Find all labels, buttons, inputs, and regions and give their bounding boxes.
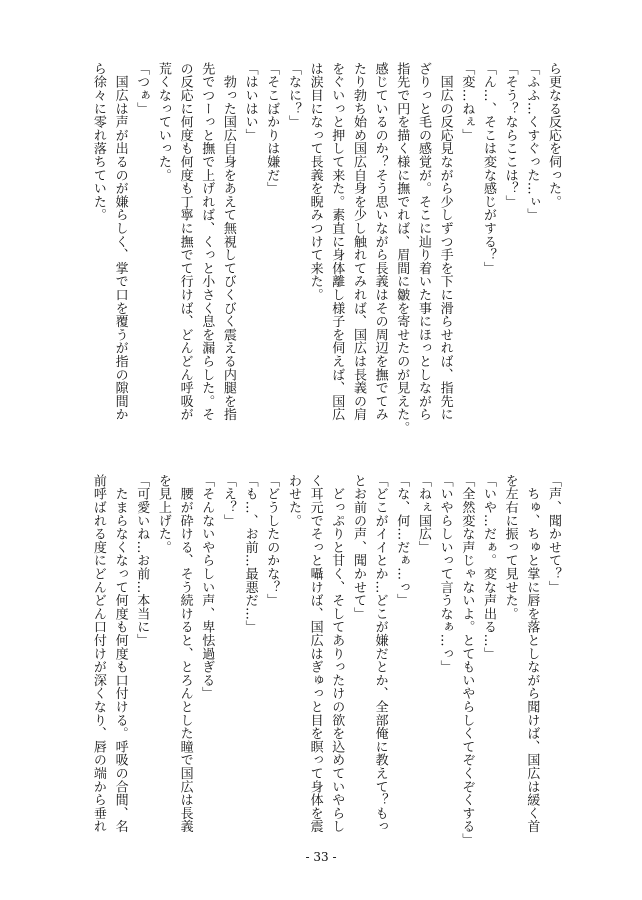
bottom-text-column: 「全然変な声じゃないよ。とてもいやらしくてぞくぞくする」 (459, 474, 475, 847)
top-text-column: の反応に何度も何度も丁寧に撫でて行けば、どんどん呼吸が (177, 62, 193, 422)
top-text-column: 「ふふ…くすぐった…ぃ」 (524, 62, 540, 222)
top-text-column: 「そう？ならここは？」 (502, 62, 518, 209)
bottom-text-column: 「え？」 (220, 474, 236, 528)
top-text-column: ざりっと毛の感覚が。そこに辿り着いた事にほっとしながら (415, 62, 431, 422)
top-text-column: 荒くなっていった。 (155, 62, 171, 182)
bottom-text-column: わせた。 (285, 474, 301, 528)
page-number: - 33 - (305, 850, 337, 864)
bottom-text-column: どっぷりと甘く、そしてありったけの欲を込めていやらし (329, 474, 345, 834)
top-text-column: 「はいはい」 (242, 62, 258, 142)
top-text-column: 「変…ねぇ」 (459, 62, 475, 142)
bottom-text-column: 「可愛いね…お前…本当に」 (134, 474, 150, 647)
top-text-column: 感じているのか？そう思いながら長義はその周辺を撫でてみ (372, 62, 388, 422)
bottom-text-column: 「いや…だぁ。変な声出る…」 (480, 474, 496, 661)
top-text-column: 国広は声が出るのが嫌らしく、掌で口を覆うが指の隙間か (112, 62, 128, 422)
top-text-column: 先でつーっと撫で上げれば、くっと小さく息を漏らした。そ (199, 62, 215, 422)
top-text-column: 「ん…、そこは変な感じがする？」 (480, 62, 496, 275)
bottom-text-column: 「な、何…だぁ…っ」 (394, 474, 410, 607)
top-text-column: をぐいっと押して来た。素直に身体離し様子を伺えば、国広 (329, 62, 345, 422)
top-text-column: ら徐々に零れ落ちていた。 (90, 62, 106, 222)
bottom-text-column: 腰が砕ける、そう続けると、とろんとした瞳で国広は長義 (177, 474, 193, 834)
top-text-column: 「そこばかりは嫌だ」 (264, 62, 280, 195)
bottom-text-column: 「も…、お前…最悪だ…」 (242, 474, 258, 634)
bottom-text-column: とお前の声、聞かせて」 (350, 474, 366, 621)
top-text-column: 指先で円を描く様に撫でれば、眉間に皺を寄せたのが見えた。 (394, 62, 410, 435)
top-text-block (87, 62, 564, 436)
top-text-column: 勃った国広自身をあえて無視してびくびく震える内腿を指 (220, 62, 236, 422)
bottom-text-column: 「どこがイイとか…どこが嫌だとか、全部俺に教えて？もっ (372, 474, 388, 834)
bottom-text-column: 「どうしたのかな？」 (264, 474, 280, 607)
bottom-text-column: を左右に振って見せた。 (502, 474, 518, 621)
top-text-column: 国広の反応見ながら少しずつ手を下に滑らせれば、指先に (437, 62, 453, 422)
bottom-text-block (87, 474, 564, 848)
bottom-text-column: く耳元でそっと囁けば、国広はぎゅっと目を瞑って身体を震 (307, 474, 323, 834)
bottom-text-column: を見上げた。 (155, 474, 171, 554)
top-text-column: 「つぁ」 (134, 62, 150, 116)
top-text-column: は涙目になって長義を睨みつけて来た。 (307, 62, 323, 302)
bottom-text-column: 「そんないやらしい声、卑怯過ぎる」 (199, 474, 215, 701)
top-text-column: たり勃ち始め国広自身を少し触れてみれば、国広は長義の肩 (350, 62, 366, 422)
bottom-text-column: 前呼ばれる度にどんどん口付けが深くなり、唇の端から垂れ (90, 474, 106, 834)
bottom-text-column: 「いやらしいって言うなぁ…っ」 (437, 474, 453, 674)
bottom-text-column: 「声、聞かせて？」 (546, 474, 561, 594)
bottom-text-column: 「ねぇ国広」 (415, 474, 431, 554)
bottom-text-column: ちゅ、ちゅと掌に唇を落としながら聞けば、国広は緩く首 (524, 474, 540, 834)
top-text-column: ら更なる反応を伺った。 (546, 62, 561, 209)
bottom-text-column: たまらなくなって何度も何度も口付ける。呼吸の合間、名 (112, 474, 128, 834)
top-text-column: 「なに？」 (285, 62, 301, 129)
